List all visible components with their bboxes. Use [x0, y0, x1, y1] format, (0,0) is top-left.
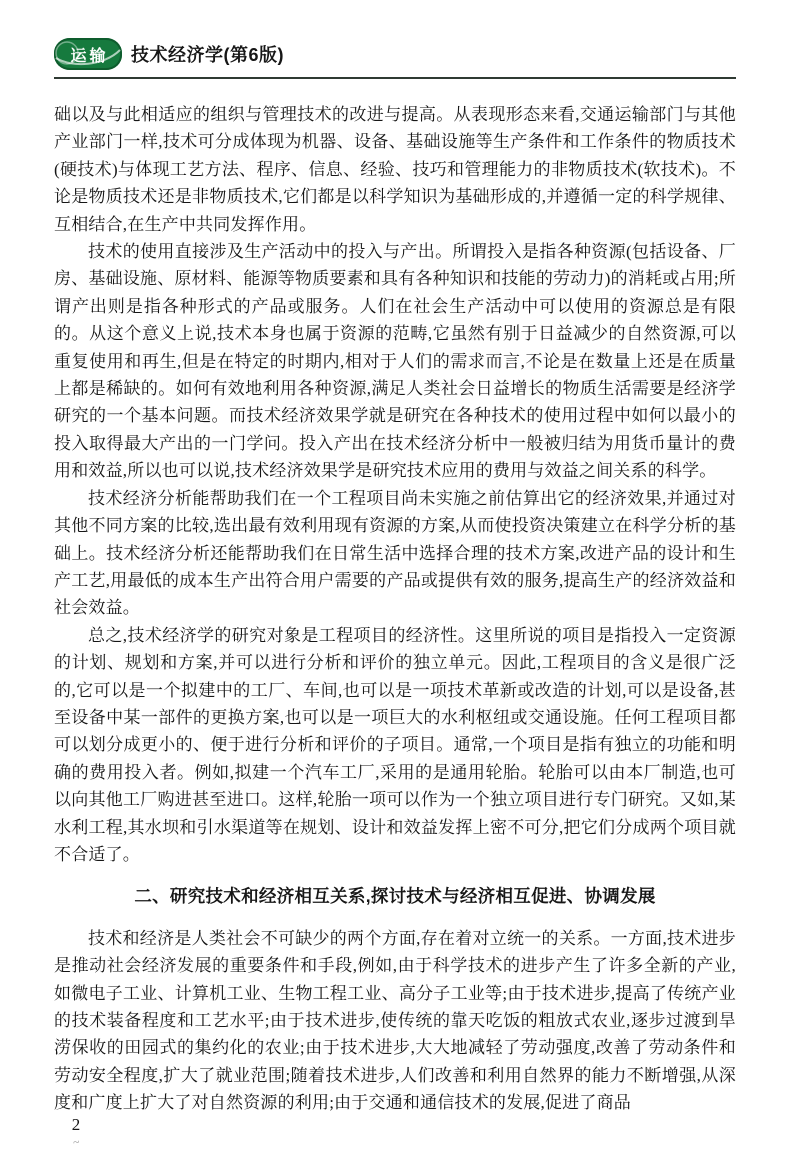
book-title: 技术经济学(第6版)	[131, 45, 284, 65]
page-body	[54, 101, 736, 1117]
body-paragraph: 技术经济分析能帮助我们在一个工程项目尚未实施之前估算出它的经济效果,并通过对其他不同方案的比较,选出最有效利用现有资源的方案,从而使投资决策建立在科学分析的基础上。技术经济分析还能帮助我们在日常生活中选择合理的技术方案,改进产品的设计和生产工艺,用最低的成本生产出符合用户需要的产品或提供有效的服务,提高生产的经济效益和社会效益。	[54, 488, 736, 618]
page-number: 2	[71, 1115, 81, 1134]
logo-text: 运输	[70, 47, 109, 65]
body-paragraph: 总之,技术经济学的研究对象是工程项目的经济性。这里所说的项目是指投入一定资源的计划、规划和方案,并可以进行分析和评价的独立单元。因此,工程项目的含义是很广泛的,它可以是一个拟建中的工厂、车间,也可以是一项技术革新或改造的计划,可以是设备,甚至设备中某一部件的更换方案,也可以是一项巨大的水利枢纽或交通设施。任何工程项目都可以划分成更小的、便于进行分析和评价的子项目。通常,一个项目是指有独立的功能和明确的费用投入者。例如,拟建一个汽车工厂,采用的是通用轮胎。轮胎可以由本厂制造,也可以向其他工厂购进甚至进口。这样,轮胎一项可以作为一个独立项目进行专门研究。又如,某水利工程,其水坝和引水渠道等在规划、设计和效益发挥上密不可分,把它们分成两个项目就不合适了。	[54, 625, 736, 864]
section-heading: 二、研究技术和经济相互关系,探讨技术与经济相互促进、协调发展	[134, 886, 656, 907]
logo-badge	[54, 38, 122, 70]
page-footer	[64, 1116, 88, 1151]
body-paragraph: 技术的使用直接涉及生产活动中的投入与产出。所谓投入是指各种资源(包括设备、厂房、基础设施、原材料、能源等物质要素和具有各种知识和技能的劳动力)的消耗或占用;所谓产出则是指各种形式的产品或服务。人们在社会生产活动中可以使用的资源总是有限的。从这个意义上说,技术本身也属于资源的范畴,它虽然有别于日益减少的自然资源,可以重复使用和再生,但是在特定的时期内,相对于人们的需求而言,不论是在数量上还是在质量上都是稀缺的。如何有效地利用各种资源,满足人类社会日益增长的物质生活需要是经济学研究的一个基本问题。而技术经济效果学就是研究在各种技术的使用过程中如何以最小的投入取得最大产出的一门学问。投入产出在技术经济分析中一般被归结为用货币量计的费用和效益,所以也可以说,技术经济效果学是研究技术应用的费用与效益之间关系的科学。	[54, 242, 736, 481]
footer-flourish-icon: ~	[71, 1134, 81, 1150]
body-paragraph: 础以及与此相适应的组织与管理技术的改进与提高。从表现形态来看,交通运输部门与其他产业部门一样,技术可分成体现为机器、设备、基础设施等生产条件和工作条件的物质技术(硬技术)与体现工艺方法、程序、信息、经验、技巧和管理能力的非物质技术(软技术)。不论是物质技术还是非物质技术,它们都是以科学知识为基础形成的,并遵循一定的科学规律、互相结合,在生产中共同发挥作用。	[54, 105, 736, 234]
page-header	[54, 38, 736, 79]
body-paragraph: 技术和经济是人类社会不可缺少的两个方面,存在着对立统一的关系。一方面,技术进步是推动社会经济发展的重要条件和手段,例如,由于科学技术的进步产生了许多全新的产业,如微电子工业、计算机工业、生物工程工业、高分子工业等;由于技术进步,提高了传统产业的技术装备程度和工艺水平;由于技术进步,使传统的靠天吃饭的粗放式农业,逐步过渡到旱涝保收的田园式的集约化的农业;由于技术进步,大大地减轻了劳动强度,改善了劳动条件和劳动安全程度,扩大了就业范围;随着技术进步,人们改善和利用自然界的能力不断增强,从深度和广度上扩大了对自然资源的利用;由于交通和通信技术的发展,促进了商品	[54, 928, 736, 1113]
